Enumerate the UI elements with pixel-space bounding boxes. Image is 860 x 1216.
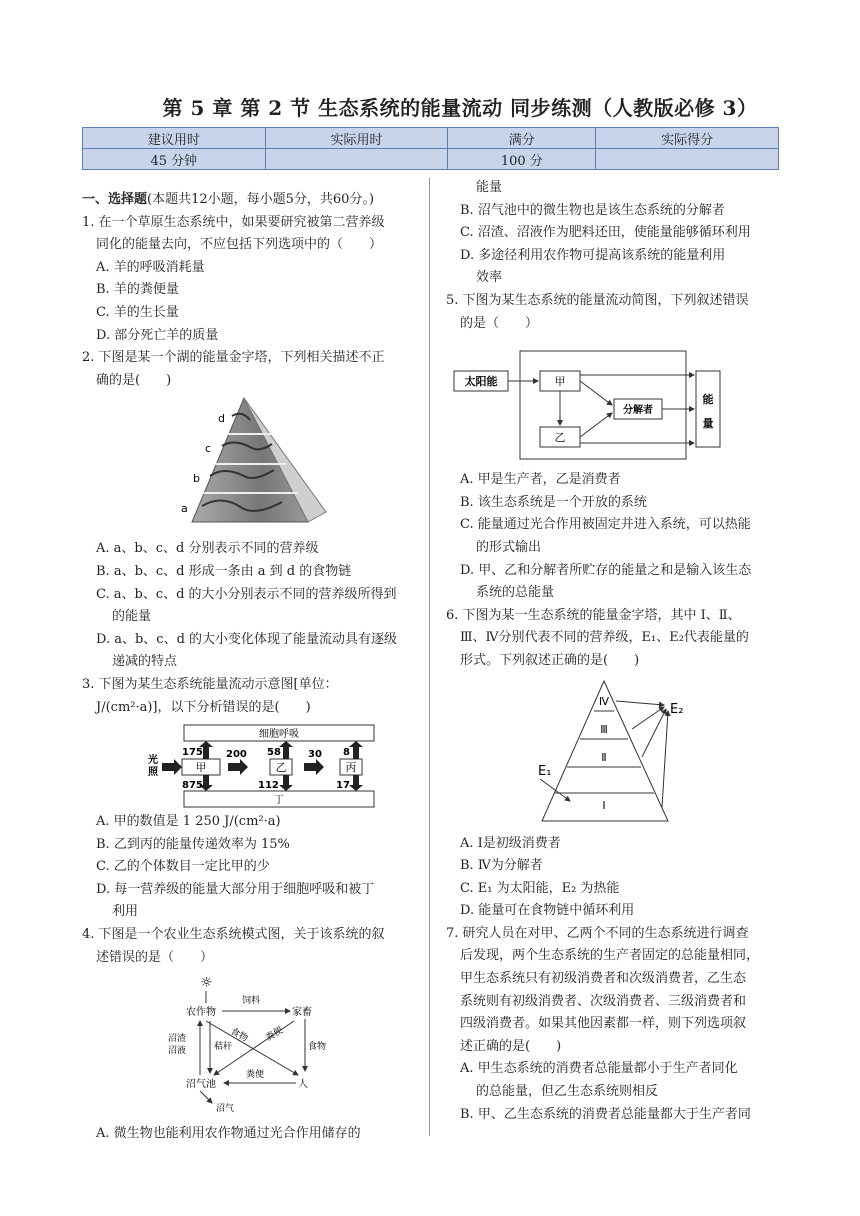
header-suggested-time: 建议用时 (83, 128, 266, 149)
svg-text:112: 112 (258, 780, 279, 792)
level-c-label: c (205, 442, 212, 456)
left-column (82, 189, 424, 1146)
svg-text:粪便: 粪便 (246, 1070, 265, 1081)
q5-stem: 5. 下图为某生态系统的能量流动简图，下列叙述错误 (446, 292, 749, 308)
svg-text:乙: 乙 (275, 761, 287, 775)
q5-option-d-cont: 系统的总能量 (476, 585, 555, 601)
q4-option-c: C. 沼渣、沼液作为肥料还田，使能量能够循环利用 (460, 225, 751, 241)
svg-text:丁: 丁 (274, 795, 284, 807)
level-b-label: b (193, 472, 200, 486)
level-a-label: a (181, 502, 188, 516)
q2-pyramid-figure (82, 394, 424, 536)
q2-option-c: C. a、b、c、d 的大小分别表示不同的营养级所得到 (96, 586, 397, 602)
q3-option-d: D. 每一营养级的能量大部分用于细胞呼吸和被丁 (96, 881, 375, 897)
svg-text:粪便: 粪便 (264, 1025, 285, 1044)
q1-option-d: D. 部分死亡羊的质量 (96, 327, 219, 343)
q5-option-c-cont: 的形式输出 (476, 539, 542, 555)
svg-text:能: 能 (702, 393, 714, 407)
section-heading: 一、选择题(本题共12小题，每小题5分，共60分。) (82, 192, 375, 207)
q1-option-c: C. 羊的生长量 (96, 304, 179, 320)
svg-text:丙: 丙 (345, 761, 357, 775)
svg-text:E₁: E₁ (538, 763, 552, 779)
svg-text:细胞呼吸: 细胞呼吸 (259, 729, 299, 741)
svg-text:175: 175 (182, 747, 203, 759)
svg-text:甲: 甲 (195, 761, 207, 775)
q2-option-a: A. a、b、c、d 分别表示不同的营养级 (96, 541, 319, 557)
q4-option-d: D. 多途径利用农作物可提高该系统的能量利用 (460, 247, 726, 263)
q6-pyramid-figure (446, 675, 781, 831)
q5-option-c: C. 能量通过光合作用被固定并进入系统，可以热能 (460, 517, 751, 533)
value-actual-score[interactable] (596, 149, 779, 170)
q7-stem-cont-2: 甲生态系统只有初级消费者和次级消费者，乙生态 (460, 971, 747, 987)
q7-stem: 7. 研究人员在对甲、乙两个不同的生态系统进行调查 (446, 925, 749, 941)
right-column (446, 177, 781, 1126)
q3-option-b: B. 乙到丙的能量传递效率为 15% (96, 836, 290, 852)
q1-stem-cont: 同化的能量去向，不应包括下列选项中的（ ） (96, 237, 383, 253)
q2-option-c-cont: 的能量 (112, 609, 152, 625)
column-divider (429, 178, 430, 1136)
q3-stem-cont: J/(cm²·a)]，以下分析错误的是( ) (96, 699, 311, 715)
energy-output-box (696, 371, 720, 447)
value-actual-time[interactable] (265, 149, 448, 170)
value-suggested-time: 45 分钟 (83, 149, 266, 170)
q2-option-d: D. a、b、c、d 的大小变化体现了能量流动具有逐级 (96, 631, 398, 647)
svg-text:农作物: 农作物 (186, 1007, 216, 1019)
svg-text:家畜: 家畜 (292, 1007, 312, 1019)
header-full-score: 满分 (448, 128, 596, 149)
q2-option-d-cont: 递减的特点 (112, 654, 178, 670)
svg-text:甲: 甲 (554, 375, 566, 389)
svg-text:食物: 食物 (308, 1042, 327, 1053)
svg-text:人: 人 (298, 1079, 308, 1091)
info-table (82, 127, 779, 170)
q7-stem-cont-3: 系统则有初级消费者、次级消费者、三级消费者和 (460, 993, 747, 1009)
svg-text:Ⅱ: Ⅱ (601, 750, 607, 764)
q4-option-a: A. 微生物也能利用农作物通过光合作用储存的 (96, 1126, 361, 1142)
q4-option-a-cont: 能量 (476, 180, 503, 195)
q4-stem-cont: 述错误的是（ ） (96, 949, 214, 965)
svg-text:17: 17 (336, 780, 350, 792)
svg-text:Ⅰ: Ⅰ (602, 798, 606, 812)
q2-stem-cont: 确的是( ) (96, 372, 172, 388)
svg-text:沼渣: 沼渣 (168, 1034, 187, 1045)
svg-text:秸秆: 秸秆 (214, 1042, 233, 1053)
q6-option-a: A. Ⅰ是初级消费者 (460, 835, 561, 851)
q6-option-b: B. Ⅳ为分解者 (460, 858, 543, 874)
q6-option-c: C. E₁ 为太阳能，E₂ 为热能 (460, 880, 620, 896)
q6-stem-cont-1: Ⅲ、Ⅳ分别代表不同的营养级，E₁、E₂代表能量的 (460, 630, 749, 646)
q7-stem-cont-5: 述正确的是( ) (460, 1038, 562, 1054)
svg-text:58: 58 (267, 747, 281, 759)
level-d-label: d (218, 412, 225, 426)
svg-text:食物: 食物 (228, 1027, 250, 1045)
q3-stem: 3. 下图为某生态系统能量流动示意图[单位： (82, 676, 338, 692)
q4-option-d-cont: 效率 (476, 270, 503, 286)
svg-text:沼气池: 沼气池 (186, 1079, 216, 1091)
q7-option-b: B. 甲、乙生态系统的消费者总能量都大于生产者同 (460, 1106, 751, 1122)
q2-option-b: B. a、b、c、d 形成一条由 a 到 d 的食物链 (96, 563, 352, 579)
q6-stem: 6. 下图为某一生态系统的能量金字塔，其中 Ⅰ、Ⅱ、 (446, 607, 741, 623)
svg-text:乙: 乙 (554, 431, 566, 445)
sun-icon: ☼ (200, 975, 213, 992)
svg-text:太阳能: 太阳能 (464, 375, 498, 389)
q3-option-c: C. 乙的个体数目一定比甲的少 (96, 859, 270, 875)
q2-stem: 2. 下图是某一个湖的能量金字塔，下列相关描述不正 (82, 350, 385, 366)
page-title: 第 5 章 第 2 节 生态系统的能量流动 同步练测（人教版必修 3） (162, 96, 758, 120)
svg-text:沼液: 沼液 (168, 1046, 187, 1057)
q5-energy-flow-figure (446, 337, 781, 467)
header-actual-score: 实际得分 (596, 128, 779, 149)
q7-option-a: A. 甲生态系统的消费者总能量都小于生产者同化 (460, 1061, 738, 1077)
svg-text:光: 光 (148, 755, 158, 767)
svg-text:200: 200 (226, 749, 247, 761)
svg-text:Ⅳ: Ⅳ (598, 694, 610, 708)
svg-text:8: 8 (343, 747, 350, 759)
svg-text:E₂: E₂ (670, 701, 684, 717)
q5-option-d: D. 甲、乙和分解者所贮存的能量之和是输入该生态 (460, 562, 752, 578)
q3-option-d-cont: 利用 (112, 904, 139, 920)
svg-text:30: 30 (308, 749, 322, 761)
q4-option-b: B. 沼气池中的微生物也是该生态系统的分解者 (460, 202, 725, 218)
svg-text:量: 量 (702, 417, 714, 431)
q3-option-a: A. 甲的数值是 1 250 J/(cm²·a) (96, 814, 281, 830)
q4-stem: 4. 下图是一个农业生态系统模式图，关于该系统的叙 (82, 927, 385, 943)
q1-stem: 1. 在一个草原生态系统中，如果要研究被第二营养级 (82, 214, 385, 230)
q4-agri-ecosystem-figure (82, 971, 424, 1121)
svg-text:饲料: 饲料 (242, 996, 261, 1007)
header-actual-time: 实际用时 (265, 128, 448, 149)
q6-stem-cont-2: 形式。下列叙述正确的是( ) (460, 652, 640, 668)
q1-option-b: B. 羊的粪便量 (96, 282, 179, 298)
q5-option-a: A. 甲是生产者，乙是消费者 (460, 472, 621, 488)
q5-stem-cont: 的是（ ） (460, 315, 539, 331)
q7-option-a-cont: 的总能量，但乙生态系统则相反 (476, 1084, 659, 1100)
q7-stem-cont-1: 后发现，两个生态系统的生产者固定的总能量相同， (460, 948, 760, 964)
q6-option-d: D. 能量可在食物链中循环利用 (460, 903, 635, 919)
q5-option-b: B. 该生态系统是一个开放的系统 (460, 494, 647, 510)
q7-stem-cont-4: 四级消费者。如果其他因素都一样，则下列选项叙 (460, 1016, 747, 1032)
q1-option-a: A. 羊的呼吸消耗量 (96, 259, 205, 275)
svg-text:照: 照 (148, 767, 158, 779)
value-full-score: 100 分 (448, 149, 596, 170)
svg-text:Ⅲ: Ⅲ (600, 722, 608, 736)
svg-text:分解者: 分解者 (623, 405, 653, 417)
q3-energy-flow-figure (82, 721, 424, 809)
svg-text:875: 875 (182, 780, 203, 792)
svg-text:沼气: 沼气 (216, 1104, 235, 1115)
